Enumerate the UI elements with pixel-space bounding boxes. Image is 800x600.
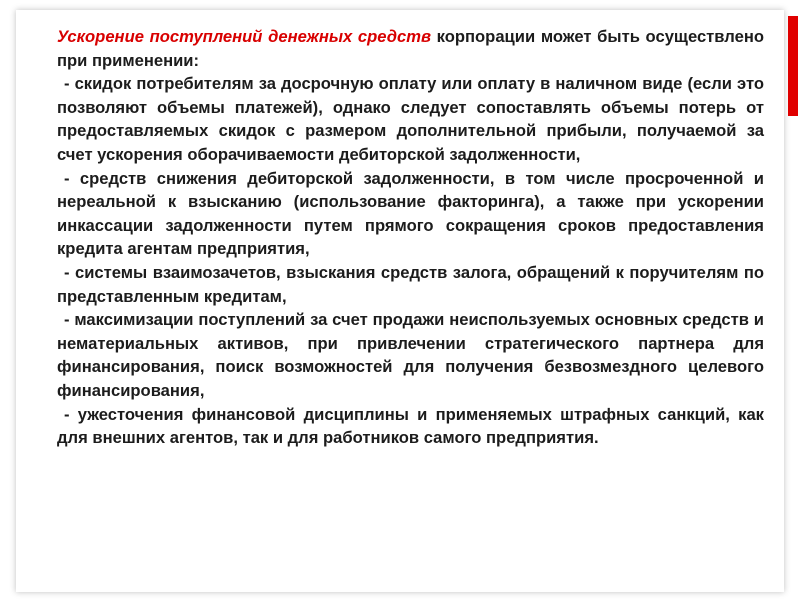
list-item: - системы взаимозачетов, взыскания средств залога, обращений к поручителям по представленным кредитам, (57, 262, 764, 306)
slide-text (57, 25, 764, 450)
list-item: - средств снижения дебиторской задолженности, в том числе просроченной и нереальной к взысканию (использование факторинга), а также при ускорении инкассации задолженности путем прямого сокращения сроков предоставления кредита агентам предприятия, (57, 168, 764, 259)
intro-paragraph (57, 25, 764, 72)
red-accent-bar (788, 16, 798, 116)
list-item: - скидок потребителям за досрочную оплату или оплату в наличном виде (если это позволяют объемы платежей), однако следует сопоставлять объемы потерь от предоставляемых скидок с размером дополнительной прибыли, получаемой за счет ускорения оборачиваемости дебиторской задолженности, (57, 74, 764, 164)
heading-highlight: Ускорение поступлений денежных средств (57, 27, 431, 46)
list-item: - максимизации поступлений за счет продажи неиспользуемых основных средств и нематериальных активов, при привлечении стратегического партнера для финансирования, поиск возможностей для получения безвозмездного целевого финансирования, (57, 310, 764, 400)
heading-rest: корпорации может быть осуществлено при применении: (57, 27, 764, 70)
list-item: - ужесточения финансовой дисциплины и применяемых штрафных санкций, как для внешних агентов, так и для работников самого предприятия. (57, 404, 764, 448)
